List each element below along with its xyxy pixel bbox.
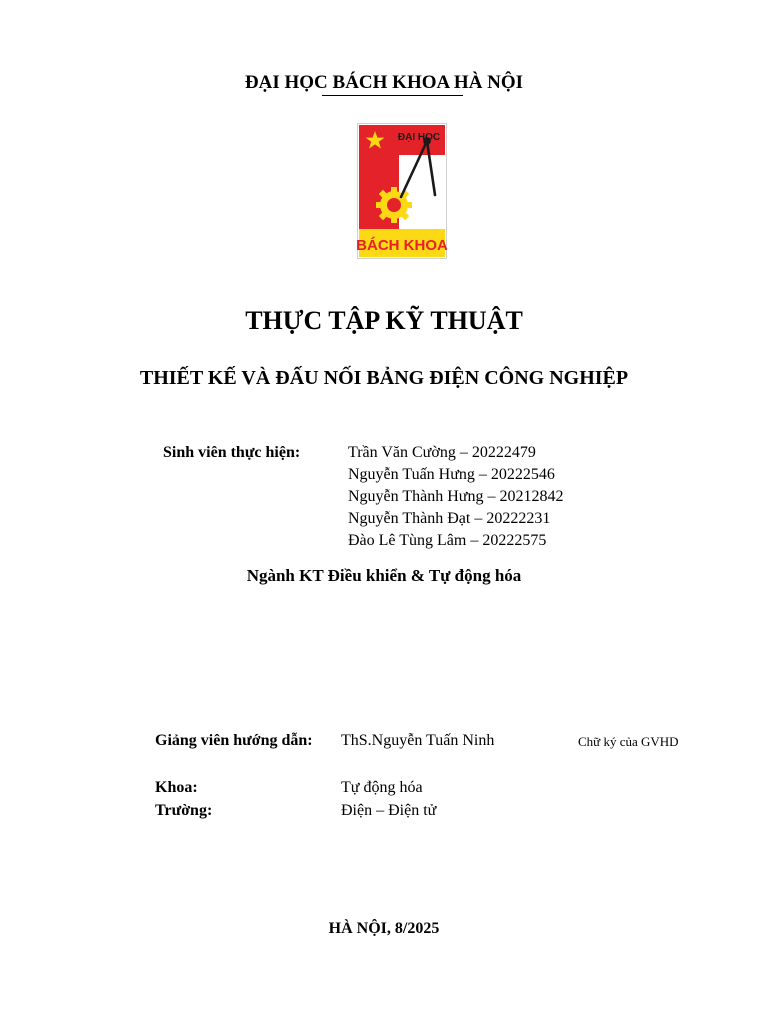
department-label: Khoa: [155, 779, 198, 796]
student-item: Đào Lê Tùng Lâm – 20222575 [348, 532, 547, 549]
report-subtitle: THIẾT KẾ VÀ ĐẤU NỐI BẢNG ĐIỆN CÔNG NGHIỆP [139, 367, 629, 389]
place-date: HÀ NỘI, 8/2025 [328, 920, 440, 937]
department-value: Tự động hóa [341, 779, 423, 796]
student-item: Trần Văn Cường – 20222479 [348, 444, 536, 461]
logo-top-text: ĐẠI HỌC [397, 132, 441, 143]
university-underline [322, 95, 463, 96]
signature-label: Chữ ký của GVHD [578, 734, 679, 749]
student-item: Nguyễn Tuấn Hưng – 20222546 [348, 466, 555, 483]
report-title: THỰC TẬP KỸ THUẬT [245, 306, 523, 335]
school-value: Điện – Điện tử [341, 802, 437, 819]
university-name: ĐẠI HỌC BÁCH KHOA HÀ NỘI [244, 72, 524, 93]
school-label: Trường: [155, 802, 213, 819]
logo-gear-icon [376, 187, 412, 223]
hust-logo-icon [357, 123, 447, 259]
advisor-label: Giảng viên hướng dẫn: [155, 732, 313, 749]
student-item: Nguyễn Thành Đạt – 20222231 [348, 510, 551, 527]
advisor-name: ThS.Nguyễn Tuấn Ninh [341, 732, 495, 749]
hust-logo [357, 123, 447, 259]
logo-bottom-text: BÁCH KHOA [357, 237, 447, 254]
students-label: Sinh viên thực hiện: [163, 444, 301, 461]
student-item: Nguyễn Thành Hưng – 20212842 [348, 488, 564, 505]
major-line: Ngành KT Điều khiển & Tự động hóa [246, 566, 522, 585]
